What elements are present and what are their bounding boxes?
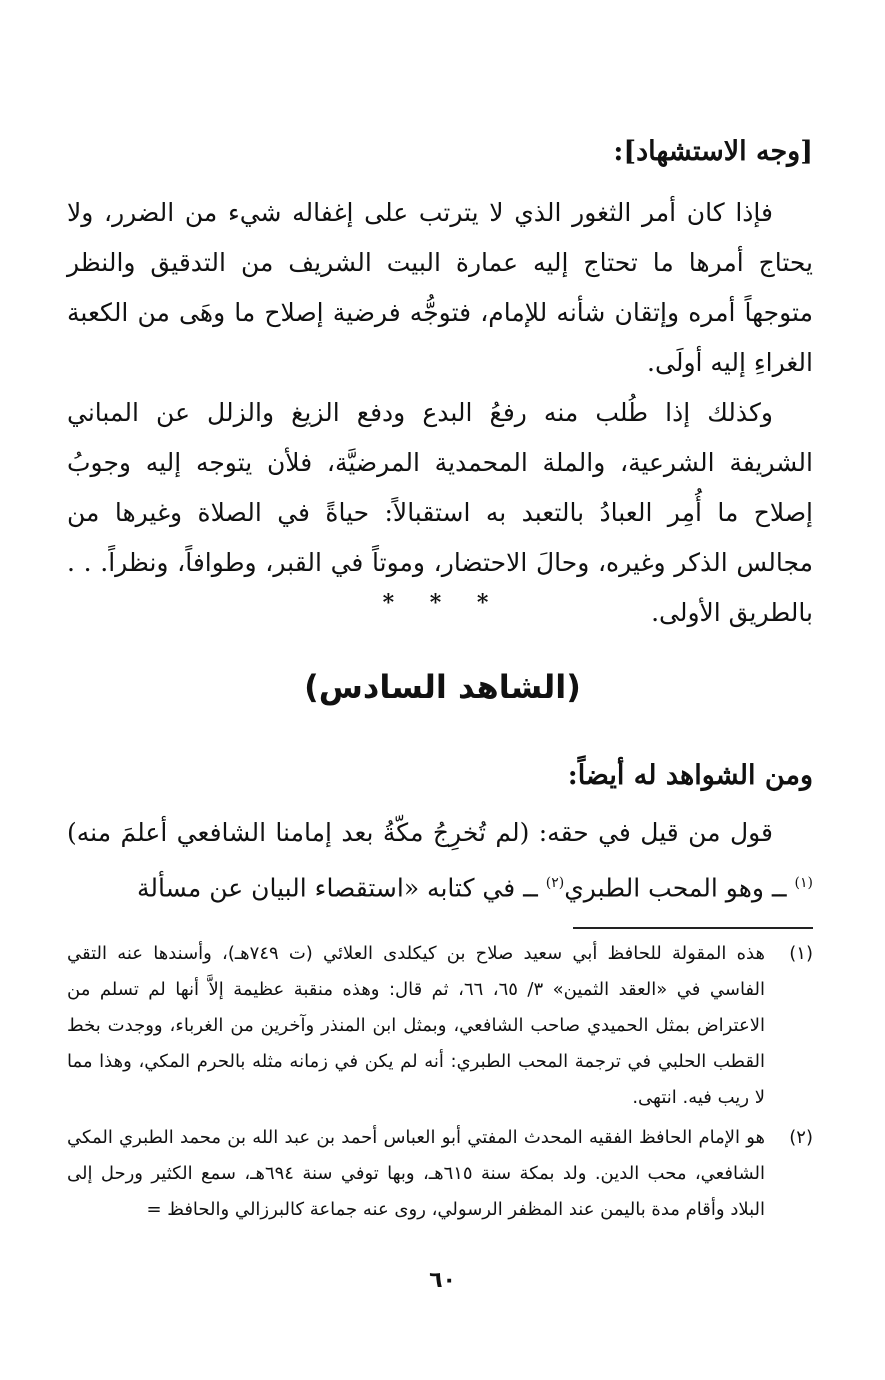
footnote-number: (١) [789,943,813,964]
paragraph-thughur: فإذا كان أمر الثغور الذي لا يترتب على إغفاله شيء من الضرر، ولا يحتاج أمرها ما تحتاج إليه عمارة البيت الشريف من التدقيق والنظر متوجهاً أمره وإتقان شأنه للإمام، فتوجُّه فرضية إصلاح ما وهَى من الكعبة الغراءِ إليه أولَى. [67,198,813,377]
footnote-number: (٢) [789,1127,813,1148]
footnote-2 [67,1120,813,1228]
paragraph-qawl-part1: قول من قيل في حقه: (لم تُخرِجُ مكّةُ بعد إمامنا الشافعي أعلمَ منه) [67,818,773,847]
paragraph-qawl [67,808,813,913]
paragraph-wakadhalik: وكذلك إذا طُلب منه رفعُ البدع ودفع الزيغ والزلل عن المباني الشريفة الشرعية، والملة المحمدية المرضيَّة، فلأن يتوجه إليه وجوبُ إصلاح ما أُمِر العبادُ بالتعبد به استقبالاً: حياةً في الصلاة وغيرها من مجالس الذكر وغيره، وحالَ الاحتضار، وموتاً في القبر، وطوافاً، ونظراً. . . بالطريق الأولى. [67,398,813,627]
footnotes [67,936,813,1232]
paragraph-qawl-part3: ــ في كتابه «استقصاء البيان عن مسألة [136,873,546,903]
footnote-ref-1: (١) [794,875,813,891]
paragraph-qawl-part2: ــ وهو المحب الطبري [564,873,795,903]
section-heading-wajh-al-istishhad: [وجه الاستشهاد]: [613,136,813,167]
footnote-1 [67,936,813,1116]
footnote-text: هذه المقولة للحافظ أبي سعيد صلاح بن كيكلدى العلائي (ت ٧٤٩هـ)، وأسندها عنه التقي الفاسي في «العقد الثمين» ٣/ ٦٥، ٦٦، ثم قال: وهذه منقبة عظيمة إلاَّ أنها لم تسلم من الاعتراض بمثل الحميدي صاحب الشافعي، وبمثل ابن المنذر وآخرين من الغرباء، ووجدت بخط القطب الحلبي في ترجمة المحب الطبري: أنه لم يكن في زمانه مثله بالحرم المكي، وهذا مما لا ريب فيه. انتهى. [67,943,766,1108]
footnote-divider [573,927,813,929]
page-number: ٦٠ [429,1268,456,1293]
section-heading-shawahid: ومن الشواهد له أيضاً: [567,760,813,791]
separator-stars: * * * [382,590,503,616]
footnote-text: هو الإمام الحافظ الفقيه المحدث المفتي أبو العباس أحمد بن عبد الله بن محمد الطبري المكي الشافعي، محب الدين. ولد بمكة سنة ٦١٥هـ، وبها توفي سنة ٦٩٤هـ، سمع الكثير ورحل إلى البلاد وأقام مدة باليمن عند المظفر الرسولي، روى عنه جماعة كالبرزالي والحافظ = [67,1127,765,1220]
footnote-ref-2: (٢) [545,875,565,891]
section-title: (الشاهد السادس) [304,668,581,706]
